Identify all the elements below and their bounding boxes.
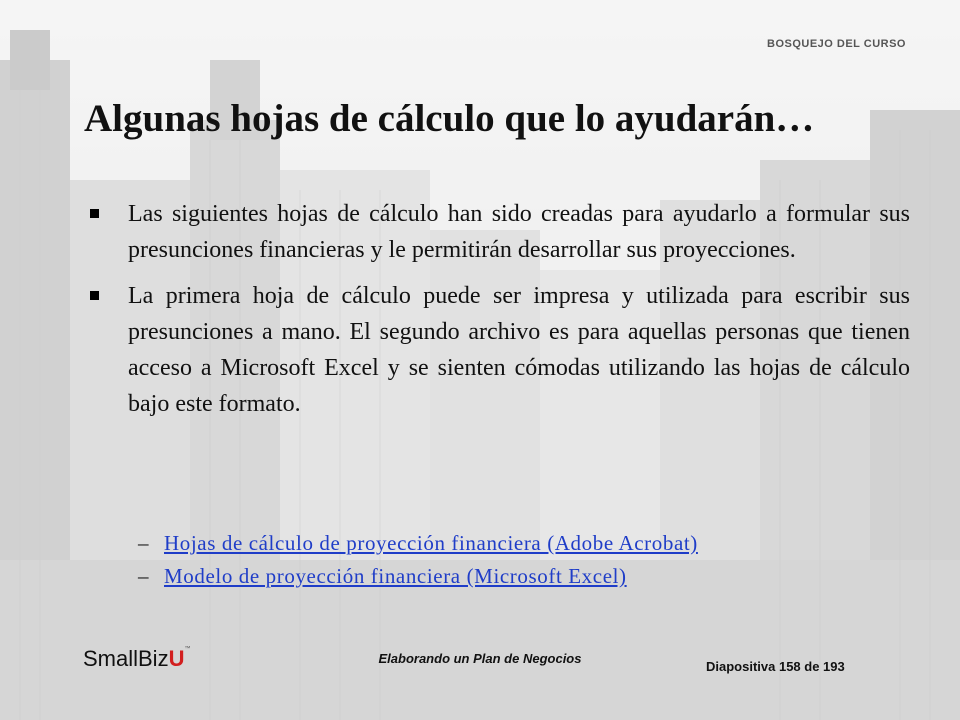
footer-course-title: Elaborando un Plan de Negocios	[378, 651, 582, 666]
section-label: BOSQUEJO DEL CURSO	[767, 38, 906, 50]
square-bullet-icon	[90, 291, 99, 300]
slide-title: Algunas hojas de cálculo que lo ayudarán…	[84, 97, 815, 140]
dash-marker: –	[138, 564, 149, 588]
logo-trademark: ™	[184, 646, 191, 652]
dash-marker: –	[138, 531, 149, 555]
bullet-text: Las siguientes hojas de cálculo han sido creadas para ayudarlo a formular sus presunciones financieras y le permitirán desarrollar sus proyecciones.	[128, 201, 910, 263]
bullet-text: La primera hoja de cálculo puede ser impresa y utilizada para escribir sus presunciones a mano. El segundo archivo es para aquellas personas que tienen acceso a Microsoft Excel y se sienten cómodas utilizando las hojas de cálculo bajo este formato.	[128, 283, 910, 417]
bullet-item	[90, 196, 910, 268]
logo-text: SmallBiz	[83, 646, 169, 671]
excel-model-link[interactable]: Modelo de proyección financiera (Microsoft Excel)	[164, 564, 627, 588]
logo-accent: U	[168, 646, 185, 671]
bullet-list	[90, 196, 910, 432]
square-bullet-icon	[90, 209, 99, 218]
link-list	[138, 527, 698, 593]
acrobat-spreadsheet-link[interactable]: Hojas de cálculo de proyección financiera (Adobe Acrobat)	[164, 531, 698, 555]
smallbizu-logo	[83, 646, 190, 672]
bullet-item	[90, 278, 910, 422]
slide-number: Diapositiva 158 de 193	[706, 659, 845, 674]
link-item	[138, 560, 698, 593]
link-item	[138, 527, 698, 560]
